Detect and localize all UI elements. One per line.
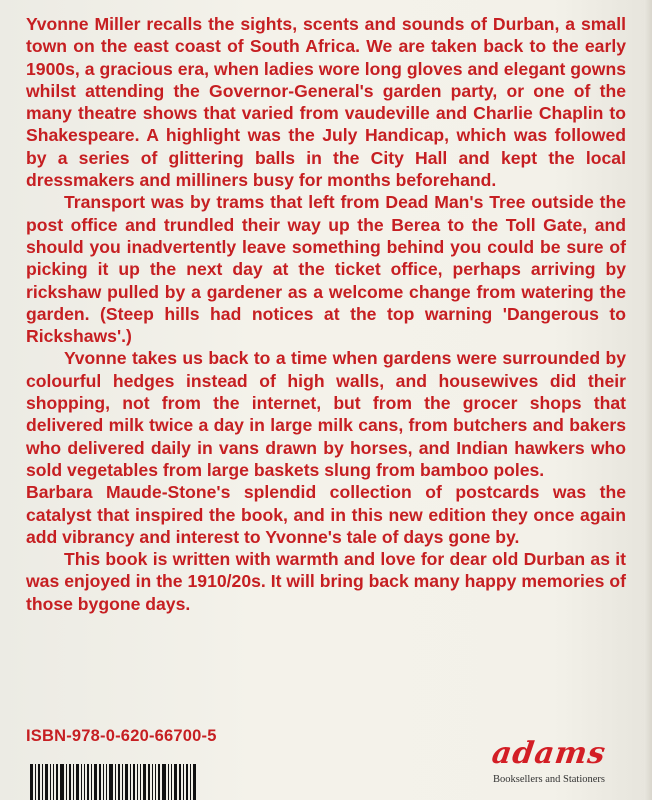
- publisher-logo-wordmark: adams: [489, 736, 609, 771]
- blurb-paragraph-2: Transport was by trams that left from Dead Man's Tree outside the post office and trundled their way up the Berea to the Toll Gate, and should you inadvertently leave something behind you could be sure of picking it up the next day at the ticket office, perhaps arriving by rickshaw pulled by a gardener as a welcome change from watering the garden. (Steep hills had notices at the top warning 'Dangerous to Rickshaws'.): [26, 192, 626, 347]
- blurb-text: [26, 13, 626, 615]
- blurb-paragraph-1: Yvonne Miller recalls the sights, scents and sounds of Durban, a small town on the east coast of South Africa. We are taken back to the early 1900s, a gracious era, when ladies wore long gloves and elegant gowns whilst attending the Governor-General's garden party, or one of the many theatre shows that varied from vaudeville and Charlie Chaplin to Shakespeare. A highlight was the July Handicap, which was followed by a series of glittering balls in the City Hall and kept the local dressmakers and milliners busy for months beforehand.: [26, 14, 626, 191]
- blurb-paragraph-3: Yvonne takes us back to a time when gardens were surrounded by colourful hedges instead of high walls, and housewives did their shopping, not from the internet, but from the grocer shops that delivered milk twice a day in large milk cans, from butchers and bakers who delivered daily in vans drawn by horses, and Indian hawkers who sold vegetables from large baskets slung from bamboo poles.: [26, 348, 626, 480]
- blurb-paragraph-4: Barbara Maude-Stone's splendid collection of postcards was the catalyst that inspired the book, and in this new edition they once again add vibrancy and interest to Yvonne's tale of days gone by.: [26, 482, 626, 547]
- blurb-paragraph-5: This book is written with warmth and love for dear old Durban as it was enjoyed in the 1910/20s. It will bring back many happy memories of those bygone days.: [26, 549, 626, 614]
- cover-edge: [644, 0, 652, 800]
- publisher-tagline: Booksellers and Stationers: [493, 774, 605, 785]
- publisher-logo: [474, 736, 624, 786]
- barcode: [30, 764, 230, 800]
- isbn-number: ISBN-978-0-620-66700-5: [26, 727, 217, 745]
